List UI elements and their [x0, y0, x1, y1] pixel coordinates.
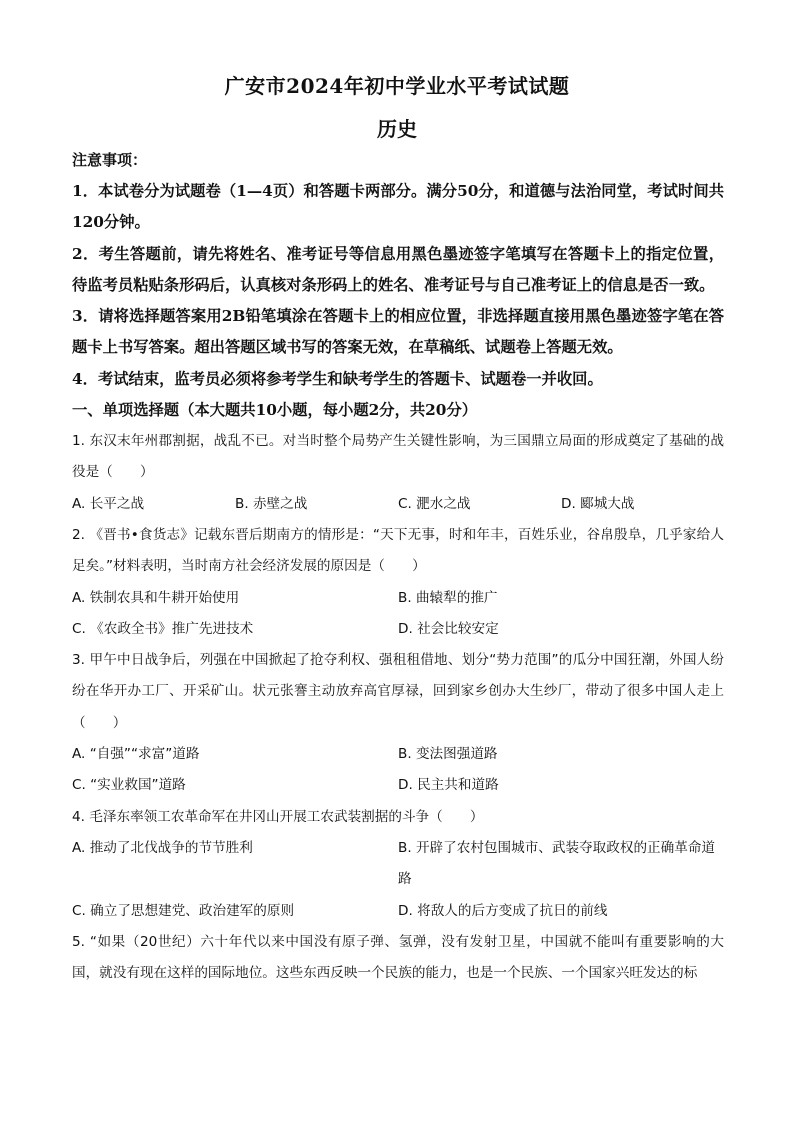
- question-4-option-b: B. 开辟了农村包围城市、武装夺取政权的正确革命道路: [398, 839, 716, 888]
- question-2-stem: 2. 《晋书•食货志》记载东晋后期南方的情形是：“天下无事，时和年丰，百姓乐业，谷帛殷阜，几乎家给人足矣。”材料表明，当时南方社会经济发展的原因是（ ）: [72, 526, 724, 575]
- question-2-option-b: B. 曲辕犁的推广: [398, 589, 498, 606]
- question-1-option-a: A. 长平之战: [72, 495, 145, 512]
- question-3-option-d: D. 民主共和道路: [398, 777, 499, 794]
- question-2-option-a: A. 铁制农具和牛耕开始使用: [72, 589, 240, 606]
- question-1-option-c: C. 淝水之战: [398, 495, 471, 512]
- question-4-options-row-1: [72, 833, 724, 896]
- question-3-option-c: C. “实业救国”道路: [72, 777, 186, 794]
- question-2-option-c: C. 《农政全书》推广先进技术: [72, 620, 254, 637]
- notes-heading: 注意事项：: [72, 151, 148, 169]
- section-heading: 一、单项选择题（本大题共10小题，每小题2分，共20分）: [72, 401, 478, 420]
- question-1-stem: 1. 东汉末年州郡割据，战乱不已。对当时整个局势产生关键性影响，为三国鼎立局面的形成奠定了基础的战役是（ ）: [72, 433, 724, 481]
- question-3-option-b: B. 变法图强道路: [398, 746, 498, 763]
- question-1-options: [72, 489, 724, 520]
- question-3-option-a: A. “自强”“求富”道路: [72, 746, 200, 763]
- exam-body: [72, 150, 724, 989]
- note-item-2: 2．考生答题前，请先将姓名、准考证号等信息用黑色墨迹签字笔填写在答题卡上的指定位置，待监考员粘贴条形码后，认真核对条形码上的姓名、准考证号与自己准考证上的信息是否一致。: [72, 244, 724, 294]
- question-3-stem: 3. 甲午中日战争后，列强在中国掀起了抢夺利权、强租租借地、划分“势力范围”的瓜分中国狂潮，外国人纷纷在华开办工厂、开采矿山。状元张謇主动放弃高官厚禄，回到家乡创办大生纱厂，带动了很多中国人走上（ ）: [72, 652, 724, 731]
- note-item-3: 3．请将选择题答案用2B铅笔填涂在答题卡上的相应位置，非选择题直接用黑色墨迹签字笔在答题卡上书写答案。超出答题区域书写的答案无效，在草稿纸、试题卷上答题无效。: [72, 307, 724, 357]
- question-1-option-b: B. 赤壁之战: [235, 495, 308, 512]
- question-4-stem: 4. 毛泽东率领工农革命军在井冈山开展工农武装割据的斗争（ ）: [72, 808, 484, 825]
- question-4-options-row-2: [72, 896, 724, 927]
- note-item-4: 4．考试结束，监考员必须将参考学生和缺考学生的答题卡、试题卷一并收回。: [72, 369, 603, 388]
- question-4-option-c: C. 确立了思想建党、政治建军的原则: [72, 902, 295, 919]
- question-1-option-d: D. 郾城大战: [561, 495, 635, 512]
- question-3-options: [72, 739, 724, 802]
- question-4-option-a: A. 推动了北伐战争的节节胜利: [72, 839, 253, 856]
- question-5-stem: 5. “如果（20世纪）六十年代以来中国没有原子弹、氢弹，没有发射卫星，中国就不能叫有重要影响的大国，就没有现在这样的国际地位。这些东西反映一个民族的能力，也是一个民族、一个国家兴旺发达的标: [72, 933, 724, 982]
- subject-title: 历史: [377, 117, 417, 141]
- note-item-1: 1．本试卷分为试题卷（1—4页）和答题卡两部分。满分50分，和道德与法治同堂，考试时间共120分钟。: [72, 182, 724, 232]
- question-2-options: [72, 583, 724, 646]
- question-2-option-d: D. 社会比较安定: [398, 620, 499, 637]
- question-4-option-d: D. 将敌人的后方变成了抗日的前线: [398, 902, 608, 919]
- page-title: 广安市2024年初中学业水平考试试题: [224, 74, 570, 98]
